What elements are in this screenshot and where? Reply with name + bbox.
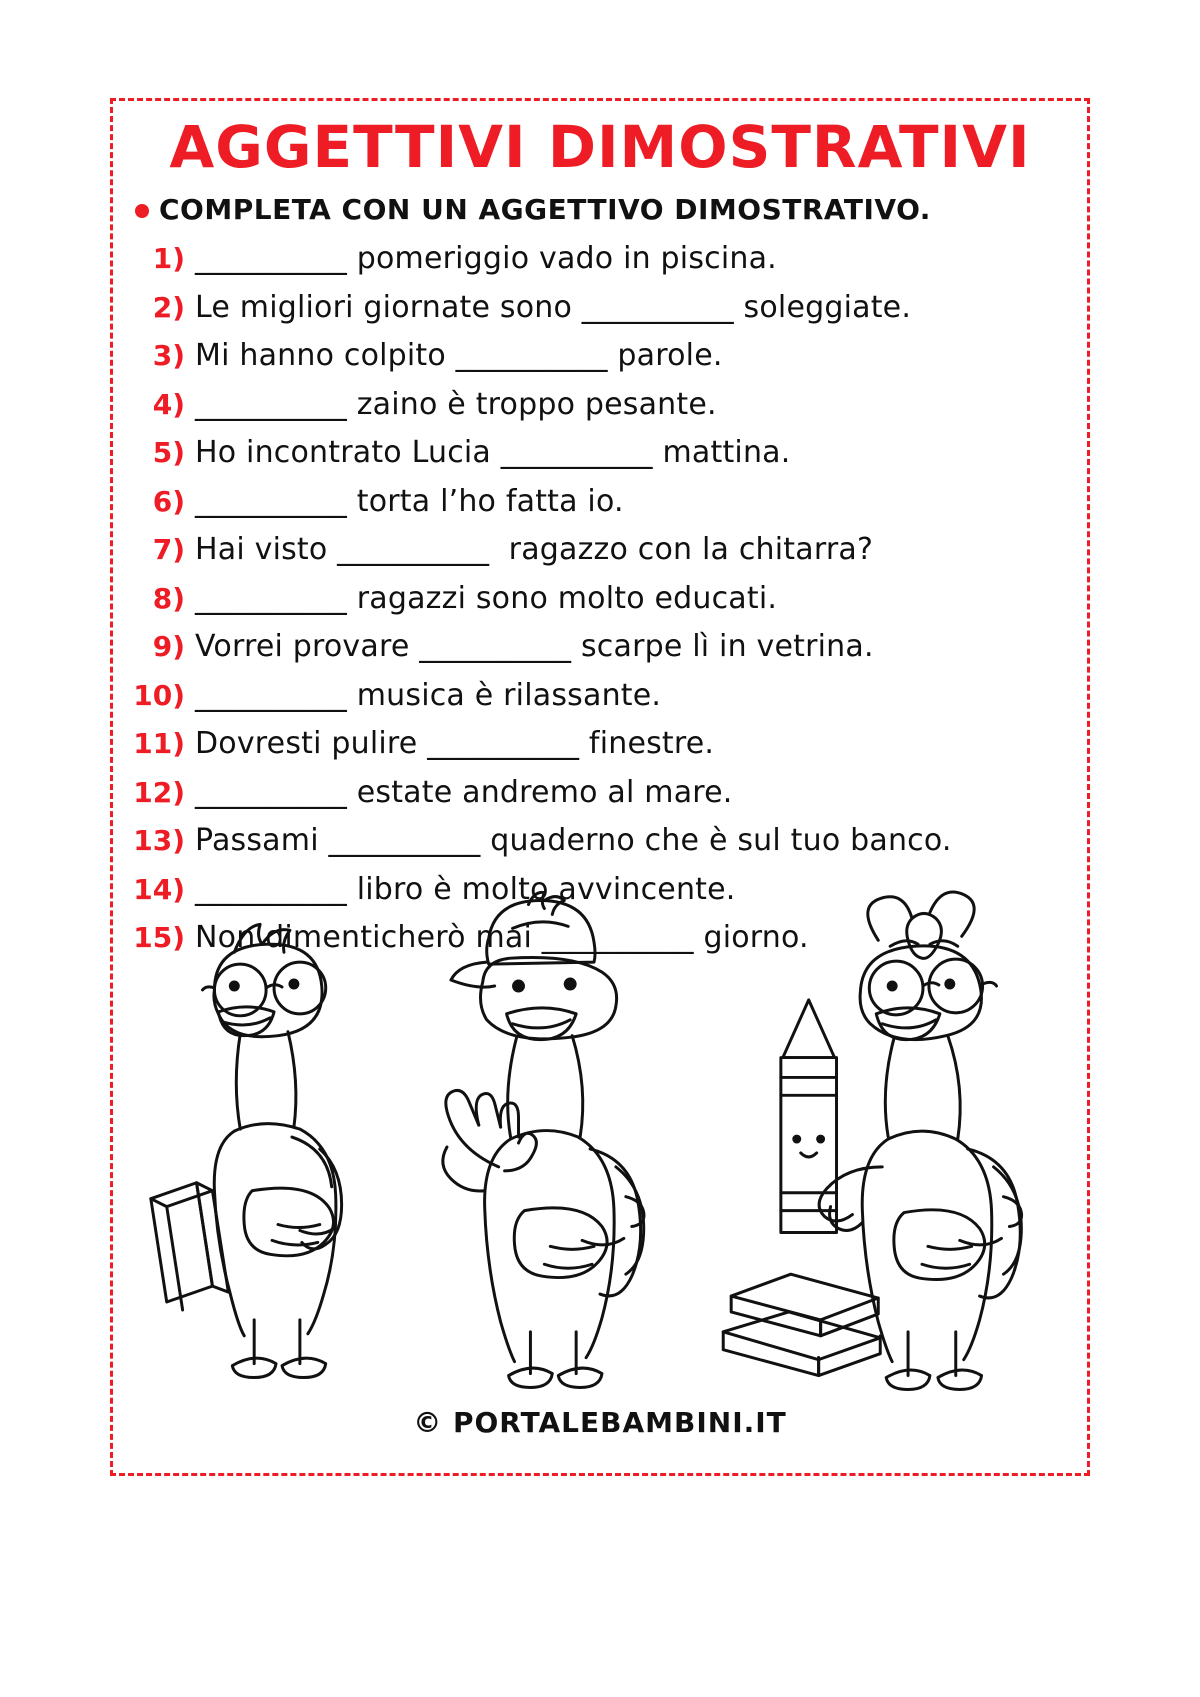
list-item	[131, 241, 1073, 290]
illustration	[123, 881, 1077, 1411]
instruction-text: COMPLETA CON UN AGGETTIVO DIMOSTRATIVO.	[159, 193, 931, 226]
list-item	[131, 581, 1073, 630]
exercise-text: Le migliori giornate sono __________ soleggiate.	[195, 289, 912, 325]
list-item	[131, 387, 1073, 436]
exercise-number: 3)	[152, 339, 185, 372]
exercise-text: Hai visto __________ ragazzo con la chitarra?	[195, 532, 874, 567]
exercise-text: Passami __________ quaderno che è sul tuo banco.	[195, 823, 952, 858]
goose-with-glasses-and-book	[151, 924, 342, 1377]
exercise-number: 14)	[133, 872, 185, 906]
worksheet-sheet	[110, 98, 1090, 1476]
page-title: AGGETTIVI DIMOSTRATIVI	[169, 113, 1031, 181]
list-item	[131, 532, 1073, 581]
exercise-text: Non dimenticherò mai __________ giorno.	[195, 920, 809, 955]
exercise-number: 5)	[152, 436, 185, 469]
instruction-row	[135, 193, 1065, 226]
exercise-text: __________ musica è rilassante.	[195, 677, 662, 713]
list-item	[131, 775, 1073, 824]
exercise-text: __________ estate andremo al mare.	[195, 774, 733, 810]
exercise-number: 9)	[152, 630, 185, 663]
bullet-icon	[135, 204, 149, 218]
list-item	[131, 290, 1073, 339]
exercise-number: 10)	[133, 678, 185, 712]
exercise-text: __________ libro è molto avvincente.	[195, 871, 736, 907]
exercise-number: 6)	[152, 484, 185, 518]
goose-with-cap-and-backpack	[443, 892, 644, 1387]
exercise-text: Mi hanno colpito __________ parole.	[195, 338, 723, 373]
exercise-text: Vorrei provare __________ scarpe lì in vetrina.	[195, 629, 874, 664]
list-item	[131, 629, 1073, 678]
exercise-number: 12)	[133, 775, 185, 809]
list-item	[131, 678, 1073, 727]
exercise-number: 1)	[152, 242, 185, 275]
list-item	[131, 726, 1073, 775]
goose-with-bow-glasses-and-crayon	[819, 892, 1022, 1390]
footer-credit: © PORTALEBAMBINI.IT	[413, 1406, 787, 1439]
exercise-text: __________ zaino è troppo pesante.	[195, 386, 717, 422]
exercise-number: 7)	[152, 533, 185, 566]
exercise-text: __________ ragazzi sono molto educati.	[195, 580, 778, 616]
exercise-text: Ho incontrato Lucia __________ mattina.	[195, 435, 791, 470]
exercise-text: __________ pomeriggio vado in piscina.	[195, 241, 777, 276]
exercise-number: 13)	[133, 824, 185, 857]
exercise-text: Dovresti pulire __________ finestre.	[195, 726, 715, 761]
list-item	[131, 823, 1073, 872]
list-item	[131, 484, 1073, 533]
list-item	[131, 338, 1073, 387]
exercise-text: __________ torta l’ho fatta io.	[195, 483, 624, 519]
crayon-icon	[781, 1000, 837, 1233]
exercise-number: 4)	[152, 387, 185, 421]
exercise-number: 15)	[133, 921, 185, 954]
exercise-number: 8)	[152, 581, 185, 615]
list-item	[131, 435, 1073, 484]
exercise-number: 11)	[133, 727, 185, 760]
exercise-list	[131, 241, 1073, 969]
books-stack	[723, 1274, 880, 1375]
exercise-number: 2)	[152, 290, 185, 324]
